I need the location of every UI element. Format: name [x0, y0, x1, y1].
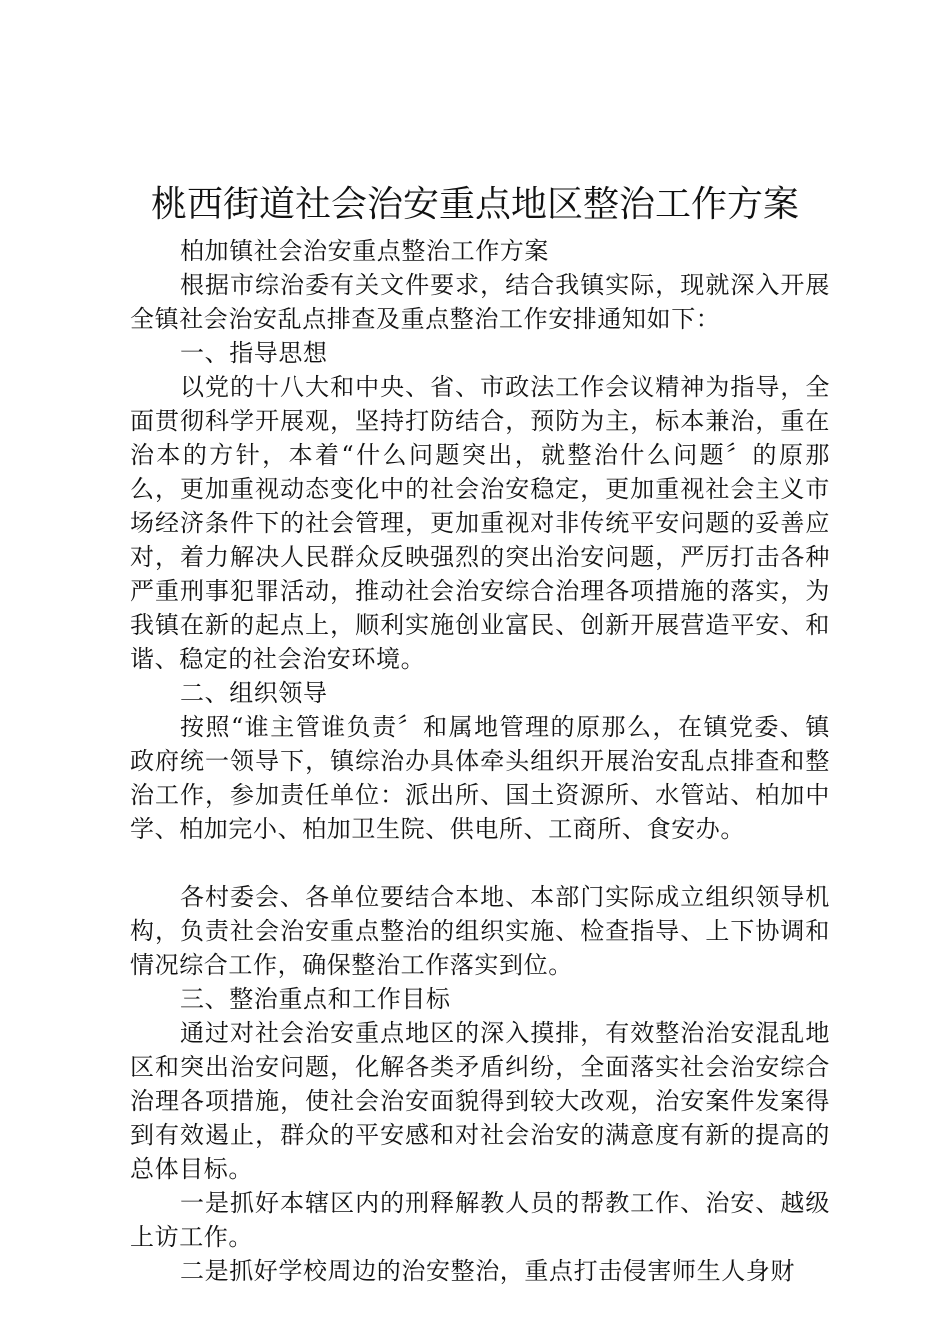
document-title: 桃西街道社会治安重点地区整治工作方案: [150, 184, 799, 225]
list-item-2: 二是抓好学校周边的治安整治，重点打击侵害师生人身财: [180, 1257, 795, 1285]
document-body: [130, 234, 830, 1288]
section-2-body-2: 各村委会、各单位要结合本地、本部门实际成立组织领导机构，负责社会治安重点整治的组织实施、检查指导、上下协调和情况综合工作，确保整治工作落实到位。: [130, 883, 830, 979]
list-item-1: 一是抓好本辖区内的刑释解教人员的帮教工作、治安、越级上访工作。: [130, 1189, 830, 1251]
document-subtitle: 柏加镇社会治安重点整治工作方案: [180, 237, 549, 265]
section-2-body: 按照“谁主管谁负责〞和属地管理的原那么，在镇党委、镇政府统一领导下，镇综治办具体牵头组织开展治安乱点排查和整治工作，参加责任单位：派出所、国土资源所、水管站、柏加中学、柏加完小、柏加卫生院、供电所、工商所、食安办。: [130, 713, 830, 843]
section-1-heading: 一、指导思想: [180, 339, 328, 367]
section-1-body: 以党的十八大和中央、省、市政法工作会议精神为指导，全面贯彻科学开展观，坚持打防结合，预防为主，标本兼治，重在治本的方针，本着“什么问题突出，就整治什么问题〞的原那么，更加重视动态变化中的社会治安稳定，更加重视社会主义市场经济条件下的社会管理，更加重视对非传统平安问题的妥善应对，着力解决人民群众反映强烈的突出治安问题，严厉打击各种严重刑事犯罪活动，推动社会治安综合治理各项措施的落实，为我镇在新的起点上，顺利实施创业富民、创新开展营造平安、和谐、稳定的社会治安环境。: [130, 373, 830, 673]
paragraph-gap: [130, 846, 830, 880]
section-2-heading: 二、组织领导: [180, 679, 328, 707]
intro-paragraph: 根据市综治委有关文件要求，结合我镇实际，现就深入开展全镇社会治安乱点排查及重点整治工作安排通知如下：: [130, 271, 830, 333]
section-3-heading: 三、整治重点和工作目标: [180, 985, 451, 1013]
section-3-body: 通过对社会治安重点地区的深入摸排，有效整治治安混乱地区和突出治安问题，化解各类矛盾纠纷，全面落实社会治安综合治理各项措施，使社会治安面貌得到较大改观，治安案件发案得到有效遏止，群众的平安感和对社会治安的满意度有新的提高的总体目标。: [130, 1019, 830, 1183]
